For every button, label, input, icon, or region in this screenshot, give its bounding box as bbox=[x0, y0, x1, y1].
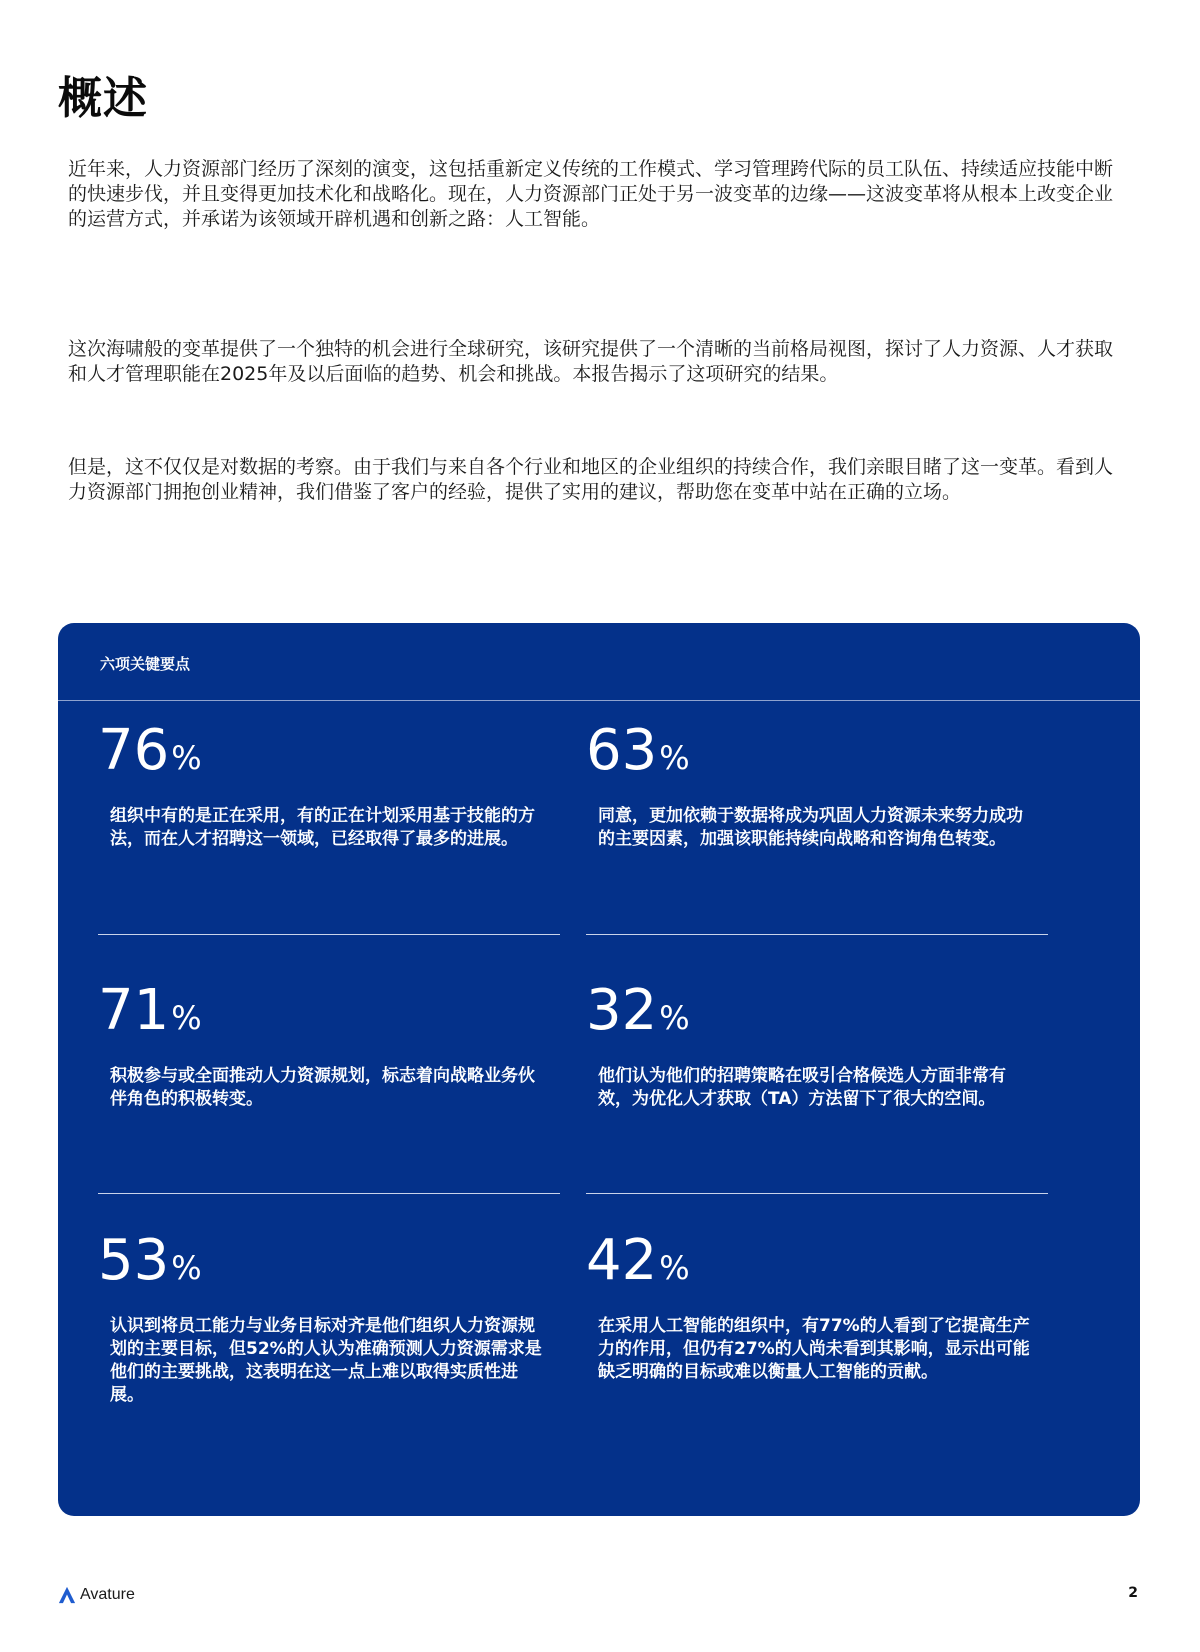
stat-description: 在采用人工智能的组织中，有77%的人看到了它提高生产力的作用，但仍有27%的人尚未看到其影响，显示出可能缺乏明确的目标或难以衡量人工智能的贡献。 bbox=[598, 1316, 1030, 1382]
stat-number: 63 bbox=[586, 718, 658, 783]
panel-header-divider bbox=[58, 700, 1140, 701]
logo-text: Avature bbox=[80, 1586, 135, 1603]
stat-number: 76 bbox=[98, 718, 170, 783]
stat-divider bbox=[98, 934, 560, 935]
stat-description: 积极参与或全面推动人力资源规划，标志着向战略业务伙伴角色的积极转变。 bbox=[110, 1066, 535, 1109]
intro-paragraph-1: 近年来，人力资源部门经历了深刻的演变，这包括重新定义传统的工作模式、学习管理跨代际的员工队伍、持续适应技能中断的快速步伐，并且变得更加技术化和战略化。现在，人力资源部门正处于另一波变革的边缘——这波变革将从根本上改变企业的运营方式，并承诺为该领域开辟机遇和创新之路：人工智能。 bbox=[68, 158, 1114, 230]
stat-unit: % bbox=[659, 999, 690, 1037]
stat-value bbox=[98, 1228, 202, 1298]
stat-unit: % bbox=[171, 1249, 202, 1287]
intro-paragraph-2: 这次海啸般的变革提供了一个独特的机会进行全球研究，该研究提供了一个清晰的当前格局视图，探讨了人力资源、人才获取和人才管理职能在2025年及以后面临的趋势、机会和挑战。本报告揭示了这项研究的结果。 bbox=[68, 338, 1114, 385]
key-takeaways-panel bbox=[58, 623, 1140, 1516]
stat-description: 他们认为他们的招聘策略在吸引合格候选人方面非常有效，为优化人才获取（TA）方法留下了很大的空间。 bbox=[598, 1066, 1006, 1109]
stat-value bbox=[586, 718, 690, 788]
stat-divider bbox=[586, 934, 1048, 935]
intro-paragraph-3: 但是，这不仅仅是对数据的考察。由于我们与来自各个行业和地区的企业组织的持续合作，我们亲眼目睹了这一变革。看到人力资源部门拥抱创业精神，我们借鉴了客户的经验，提供了实用的建议，帮助您在变革中站在正确的立场。 bbox=[68, 456, 1114, 503]
stat-unit: % bbox=[171, 739, 202, 777]
avature-logo-icon bbox=[58, 1586, 76, 1604]
stat-value bbox=[98, 978, 202, 1048]
stat-number: 42 bbox=[586, 1228, 658, 1293]
page-title: 概述 bbox=[58, 73, 148, 124]
footer-logo bbox=[58, 1584, 135, 1606]
page-number: 2 bbox=[1128, 1585, 1138, 1601]
stat-value bbox=[586, 1228, 690, 1298]
stat-divider bbox=[586, 1193, 1048, 1194]
stat-unit: % bbox=[171, 999, 202, 1037]
stat-description: 组织中有的是正在采用，有的正在计划采用基于技能的方法，而在人才招聘这一领域，已经取得了最多的进展。 bbox=[110, 806, 535, 849]
stat-unit: % bbox=[659, 1249, 690, 1287]
stat-unit: % bbox=[659, 739, 690, 777]
stat-description: 同意，更加依赖于数据将成为巩固人力资源未来努力成功的主要因素，加强该职能持续向战略和咨询角色转变。 bbox=[598, 806, 1023, 849]
stat-number: 71 bbox=[98, 978, 170, 1043]
stat-value bbox=[586, 978, 690, 1048]
stat-description: 认识到将员工能力与业务目标对齐是他们组织人力资源规划的主要目标，但52%的人认为准确预测人力资源需求是他们的主要挑战，这表明在这一点上难以取得实质性进展。 bbox=[110, 1316, 542, 1405]
panel-header: 六项关键要点 bbox=[100, 655, 191, 673]
stat-number: 32 bbox=[586, 978, 658, 1043]
stat-value bbox=[98, 718, 202, 788]
stat-number: 53 bbox=[98, 1228, 170, 1293]
stat-divider bbox=[98, 1193, 560, 1194]
